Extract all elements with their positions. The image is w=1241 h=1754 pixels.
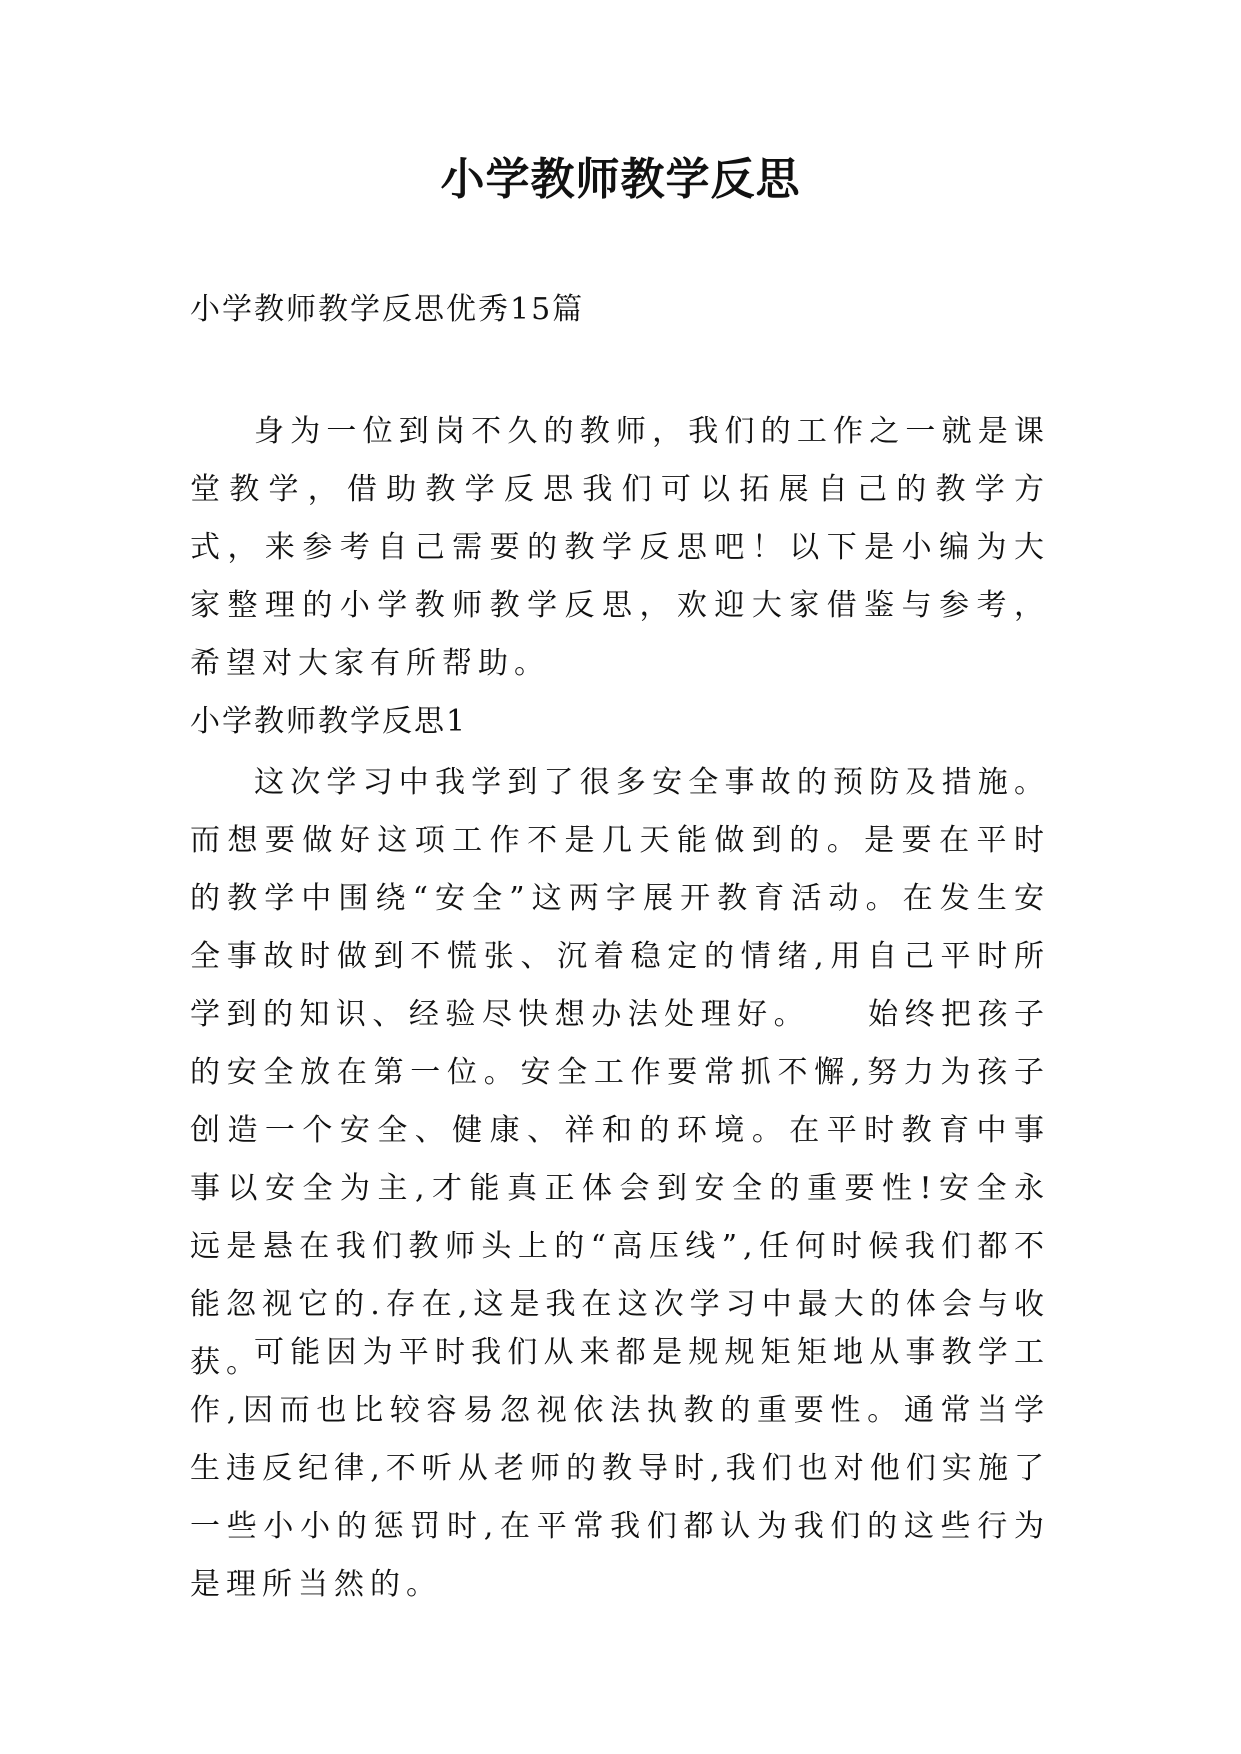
body-paragraph-2: 可能因为平时我们从来都是规规矩矩地从事教学工作,因而也比较容易忽视依法执教的重要性。通常当学生违反纪律,不听从老师的教导时,我们也对他们实施了一些小小的惩罚时,在平常我们都认为我们的这些行为是理所当然的。 [190,1335,1050,1602]
intro-paragraph: 身为一位到岗不久的教师，我们的工作之一就是课堂教学，借助教学反思我们可以拓展自己的教学方式，来参考自己需要的教学反思吧！以下是小编为大家整理的小学教师教学反思，欢迎大家借鉴与参考，希望对大家有所帮助。 [190,414,1050,681]
body-paragraph-1: 这次学习中我学到了很多安全事故的预防及措施。而想要做好这项工作不是几天能做到的。是要在平时的教学中围绕“安全”这两字展开教育活动。在发生安全事故时做到不慌张、沉着稳定的情绪,用自己平时所学到的知识、经验尽快想办法处理好。 始终把孩子的安全放在第一位。安全工作要常抓不懈,努力为孩子创造一个安全、健康、祥和的环境。在平时教育中事事以安全为主,才能真正体会到安全的重要性!安全永远是悬在我们教师头上的“高压线”,任何时候我们都不能忽视它的.存在,这是我在这次学习中最大的体会与收获。 [190,765,1050,1380]
document-subtitle: 小学教师教学反思优秀15篇 [190,292,585,327]
section-heading: 小学教师教学反思1 [190,704,468,739]
document-title: 小学教师教学反思 [440,154,801,205]
